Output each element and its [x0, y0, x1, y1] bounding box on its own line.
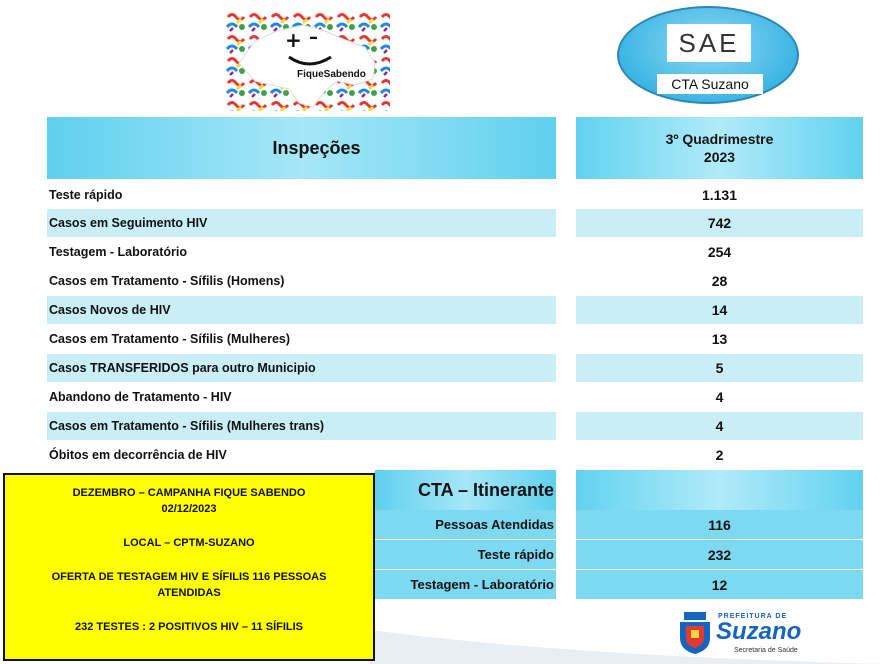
campaign-line5: ATENDIDAS — [157, 587, 221, 599]
itinerante-title: CTA – Itinerante — [417, 479, 554, 500]
city-crest-icon — [678, 612, 712, 654]
campaign-line2: 02/12/2023 — [161, 503, 217, 515]
table-row-value: 2 — [715, 447, 724, 463]
prefeitura-top-label: PREFEITURA DE — [718, 613, 788, 620]
table-row-label: Casos Novos de HIV — [47, 296, 556, 324]
table-row-value: 28 — [711, 273, 728, 289]
sae-label: SAE — [667, 24, 751, 62]
itinerante-header — [375, 470, 556, 510]
table-row-value: 4 — [715, 389, 724, 405]
campaign-line1: DEZEMBRO – CAMPANHA FIQUE SABENDO — [72, 487, 306, 499]
fique-sabendo-label: FiqueSabendo — [297, 69, 366, 80]
table-row-label: Casos em Tratamento - Sífilis (Mulheres) — [49, 332, 291, 346]
itinerante-row-value: 232 — [576, 540, 863, 569]
itinerante-header-right — [576, 470, 863, 510]
itinerante-row-value: 116 — [576, 510, 863, 539]
campaign-line4: OFERTA DE TESTAGEM HIV E SÍFILIS 116 PESSOAS — [51, 571, 327, 583]
campaign-line3: LOCAL – CPTM-SUZANO — [123, 537, 255, 549]
svg-text:+: + — [285, 28, 302, 52]
itinerante-row-label: Teste rápido — [477, 547, 554, 562]
period-header — [576, 117, 863, 179]
sae-cta-logo — [617, 6, 799, 104]
inspections-header — [47, 117, 556, 179]
table-row-value: 5 — [576, 354, 863, 382]
table-row-value: 13 — [711, 331, 728, 347]
table-row-label: Casos em Seguimento HIV — [47, 209, 556, 237]
cta-suzano-label: CTA Suzano — [657, 74, 763, 94]
itinerante-row-label-cell — [375, 540, 556, 569]
prefeitura-sub-label: Secretaria de Saúde — [734, 647, 798, 654]
fique-sabendo-logo — [225, 11, 390, 111]
itinerante-row-value: 12 — [576, 570, 863, 599]
period-header-line2: 2023 — [703, 149, 736, 165]
itinerante-row-label-cell — [375, 570, 556, 599]
table-row-value: 14 — [576, 296, 863, 324]
table-row-value: 4 — [576, 412, 863, 440]
table-row-label: Testagem - Laboratório — [49, 245, 187, 259]
table-row-label: Teste rápido — [49, 187, 123, 202]
svg-text:–: – — [309, 27, 318, 48]
table-row-value: 254 — [707, 244, 732, 260]
table-row-label: Casos TRANSFERIDOS para outro Municipio — [47, 354, 556, 382]
prefeitura-name-label: Suzano — [716, 618, 802, 645]
table-row-label: Óbitos em decorrência de HIV — [49, 448, 227, 462]
fique-sabendo-graphic — [225, 11, 390, 111]
prefeitura-suzano-logo — [678, 612, 828, 660]
table-row-label: Abandono de Tratamento - HIV — [49, 390, 232, 404]
itinerante-row-label-cell — [375, 510, 556, 539]
table-row-label: Casos em Tratamento - Sífilis (Homens) — [49, 274, 285, 288]
table-row-value: 1.131 — [701, 186, 738, 203]
table-row-value: 742 — [576, 209, 863, 237]
campaign-line6: 232 TESTES : 2 POSITIVOS HIV – 11 SÍFILIS — [74, 621, 304, 633]
table-row-label: Casos em Tratamento - Sífilis (Mulheres trans) — [47, 412, 556, 440]
itinerante-row-label: Testagem - Laboratório — [410, 577, 554, 592]
campaign-box — [3, 473, 375, 661]
inspections-header-label: Inspeções — [272, 137, 361, 158]
itinerante-row-label: Pessoas Atendidas — [435, 517, 554, 532]
period-header-line1: 3º Quadrimestre — [665, 131, 774, 147]
